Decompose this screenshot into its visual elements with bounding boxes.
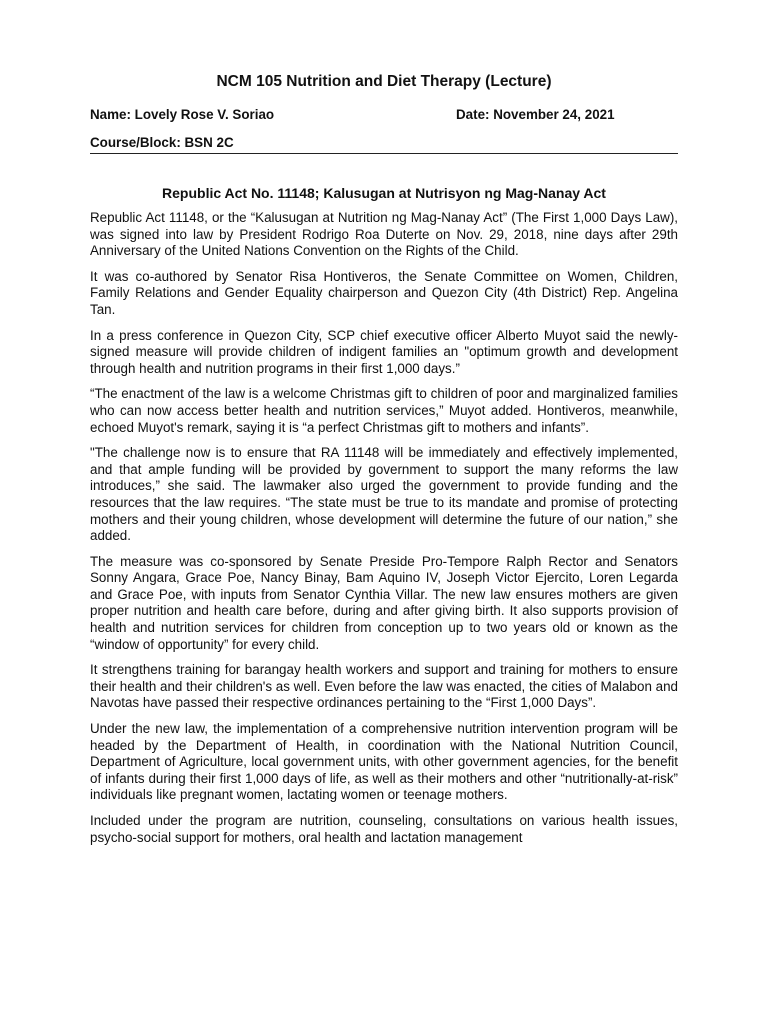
header-divider xyxy=(90,153,678,154)
paragraph: Under the new law, the implementation of a comprehensive nutrition intervention program will be headed by the Department of Health, in coordination with the National Nutrition Council, Department of Agriculture, local government units, with other government agencies, for the benefit of infants during their first 1,000 days of life, as well as their mothers and other “nutritionally-at-risk” individuals like pregnant women, lactating women or teenage mothers. xyxy=(90,721,678,803)
paragraph: It was co-authored by Senator Risa Hontiveros, the Senate Committee on Women, Children, Family Relations and Gender Equality chairperson and Quezon City (4th District) Rep. Angelina Tan. xyxy=(90,268,678,317)
document-title: NCM 105 Nutrition and Diet Therapy (Lecture) xyxy=(216,73,552,90)
course-block: Course/Block: BSN 2C xyxy=(90,135,234,150)
paragraph: Republic Act 11148, or the “Kalusugan at Nutrition ng Mag-Nanay Act” (The First 1,000 Days Law), was signed into law by President Rodrigo Roa Duterte on Nov. 29, 2018, nine days after 29th Anniversary of the United Nations Convention on the Rights of the Child. xyxy=(90,210,678,259)
paragraph: The measure was co-sponsored by Senate Preside Pro-Tempore Ralph Rector and Senators Sonny Angara, Grace Poe, Nancy Binay, Bam Aquino IV, Joseph Victor Ejercito, Loren Legarda and Grace Poe, with inputs from Senator Cynthia Villar. The new law ensures mothers are given proper nutrition and health care before, during and after giving birth. It also supports provision of health and nutrition services for children from conception up to two years old or known as the “window of opportunity” for every child. xyxy=(90,553,678,652)
student-info-row xyxy=(90,106,678,123)
student-name: Name: Lovely Rose V. Soriao xyxy=(90,107,275,122)
paragraph: In a press conference in Quezon City, SCP chief executive officer Alberto Muyot said the newly-signed measure will provide children of indigent families an "optimum growth and development through health and nutrition programs in their first 1,000 days.” xyxy=(90,327,678,376)
course-row xyxy=(90,134,678,151)
paragraph: “The enactment of the law is a welcome Christmas gift to children of poor and marginalized families who can now access better health and nutrition services,” Muyot added. Hontiveros, meanwhile, echoed Muyot's remark, saying it is “a perfect Christmas gift to mothers and infants”. xyxy=(90,386,678,435)
document-page xyxy=(90,72,678,855)
article-title: Republic Act No. 11148; Kalusugan at Nutrisyon ng Mag-Nanay Act xyxy=(162,185,606,201)
article-body xyxy=(90,210,678,846)
submission-date: Date: November 24, 2021 xyxy=(456,107,615,122)
paragraph: "The challenge now is to ensure that RA 11148 will be immediately and effectively implemented, and that ample funding will be provided by government to support the many reforms the law introduces,” she said. The lawmaker also urged the government to provide funding and the resources that the law requires. “The state must be true to its mandate and promise of protecting mothers and their young children, whose development will determine the future of our nation,” she added. xyxy=(90,445,678,544)
paragraph: It strengthens training for barangay health workers and support and training for mothers to ensure their health and their children's as well. Even before the law was enacted, the cities of Malabon and Navotas have passed their respective ordinances pertaining to the “First 1,000 Days”. xyxy=(90,662,678,711)
paragraph: Included under the program are nutrition, counseling, consultations on various health issues, psycho-social support for mothers, oral health and lactation management xyxy=(90,813,678,845)
